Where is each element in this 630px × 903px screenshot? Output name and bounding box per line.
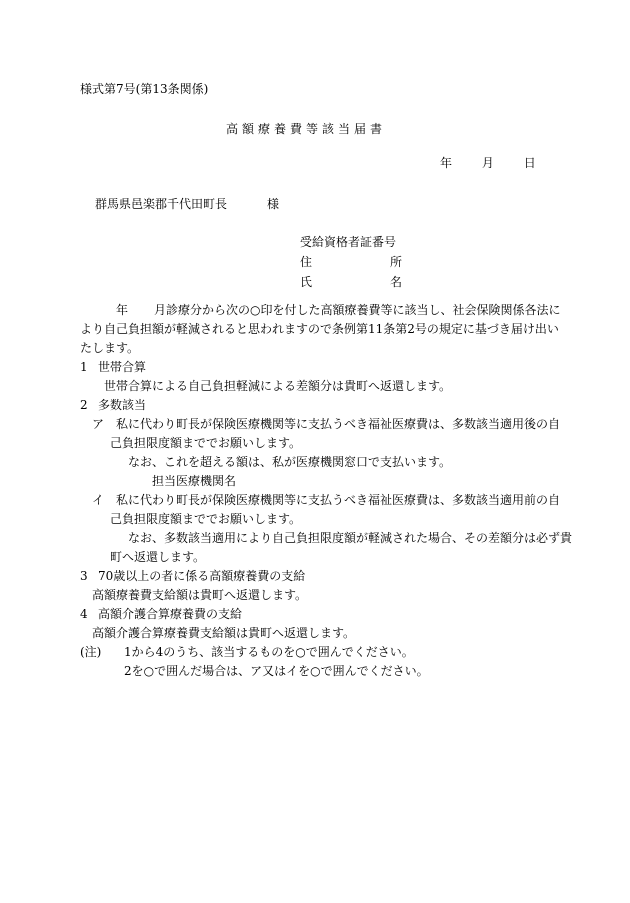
addressee-line bbox=[95, 196, 279, 212]
section-2a-line-2: 己負担限度額まででお願いします。 bbox=[110, 436, 302, 450]
section-3-heading bbox=[80, 567, 560, 586]
section-2a-mark: ア bbox=[92, 417, 105, 431]
section-2b-line-1 bbox=[80, 491, 560, 510]
opening-line-3: たします。 bbox=[80, 341, 140, 355]
note-mark: (注) bbox=[80, 645, 102, 659]
body-text bbox=[80, 301, 573, 681]
section-2-title: 多数該当 bbox=[98, 398, 147, 412]
section-2b-line-4: 町へ返還します。 bbox=[110, 550, 206, 564]
name-label-part1: 氏 bbox=[300, 275, 313, 289]
certificate-number-row bbox=[300, 232, 402, 252]
section-2a-text-1: 私に代わり町長が保険医療機関等に支払うべき福祉医療費は、多数該当適用後の自 bbox=[116, 417, 561, 431]
section-2b-line-3: なお、多数該当適用により自己負担限度額が軽減された場合、その差額分は必ず貴 bbox=[128, 531, 573, 545]
addressee-honorific: 様 bbox=[267, 197, 280, 211]
section-2b-text-1: 私に代わり町長が保険医療機関等に支払うべき福祉医療費は、多数該当適用前の自 bbox=[116, 493, 561, 507]
section-4-heading bbox=[80, 605, 560, 624]
form-number: 様式第7号(第13条関係) bbox=[80, 82, 209, 96]
section-2b-mark: イ bbox=[92, 493, 105, 507]
opening-text-1: 月診療分から次の○印を付した高額療養費等に該当し、社会保険関係各法に bbox=[154, 303, 561, 317]
section-1-heading bbox=[80, 358, 560, 377]
certificate-number-label: 受給資格者証番号 bbox=[300, 235, 397, 249]
name-row bbox=[300, 272, 402, 292]
document-title: 高額療養費等該当届書 bbox=[226, 122, 387, 136]
opening-line-2: より自己負担額が軽減されると思われますので条例第11条第2号の規定に基づき届け出い bbox=[80, 322, 559, 336]
section-2a-line-1 bbox=[80, 415, 560, 434]
section-2b-line-2: 己負担限度額まででお願いします。 bbox=[110, 512, 302, 526]
section-2-heading bbox=[80, 396, 560, 415]
note-line-1 bbox=[80, 643, 560, 662]
date-year-label: 年 bbox=[440, 156, 453, 170]
section-4-title: 高額介護合算療養費の支給 bbox=[98, 607, 243, 621]
address-row bbox=[300, 252, 402, 272]
date-day-label: 日 bbox=[523, 156, 536, 170]
section-1-number: 1 bbox=[80, 360, 88, 374]
opening-year-label: 年 bbox=[116, 303, 129, 317]
section-1-body: 世帯合算による自己負担軽減による差額分は貴町へ返還します。 bbox=[104, 379, 452, 393]
note-text-1: 1から4のうち、該当するものを○で囲んでください。 bbox=[124, 645, 414, 659]
name-label-part2: 名 bbox=[390, 275, 403, 289]
applicant-block bbox=[300, 232, 402, 292]
section-2-number: 2 bbox=[80, 398, 88, 412]
section-3-title: 70歳以上の者に係る高額療養費の支給 bbox=[98, 569, 306, 583]
section-2a-line-3: なお、これを超える額は、私が医療機関窓口で支払います。 bbox=[128, 455, 452, 469]
address-label-part2: 所 bbox=[390, 255, 403, 269]
note-line-2: 2を○で囲んだ場合は、ア又はイを○で囲んでください。 bbox=[124, 664, 429, 678]
section-1-title: 世帯合算 bbox=[98, 360, 147, 374]
section-3-body: 高額療養費支給額は貴町へ返還します。 bbox=[92, 588, 308, 602]
section-4-number: 4 bbox=[80, 607, 88, 621]
section-3-number: 3 bbox=[80, 569, 88, 583]
opening-line-1 bbox=[80, 301, 560, 320]
addressee-name: 群馬県邑楽郡千代田町長 bbox=[95, 197, 228, 211]
section-4-body: 高額介護合算療養費支給額は貴町へ返還します。 bbox=[92, 626, 356, 640]
address-label-part1: 住 bbox=[300, 255, 313, 269]
date-month-label: 月 bbox=[481, 156, 494, 170]
section-2a-line-4: 担当医療機関名 bbox=[152, 474, 237, 488]
date-line bbox=[440, 155, 536, 171]
